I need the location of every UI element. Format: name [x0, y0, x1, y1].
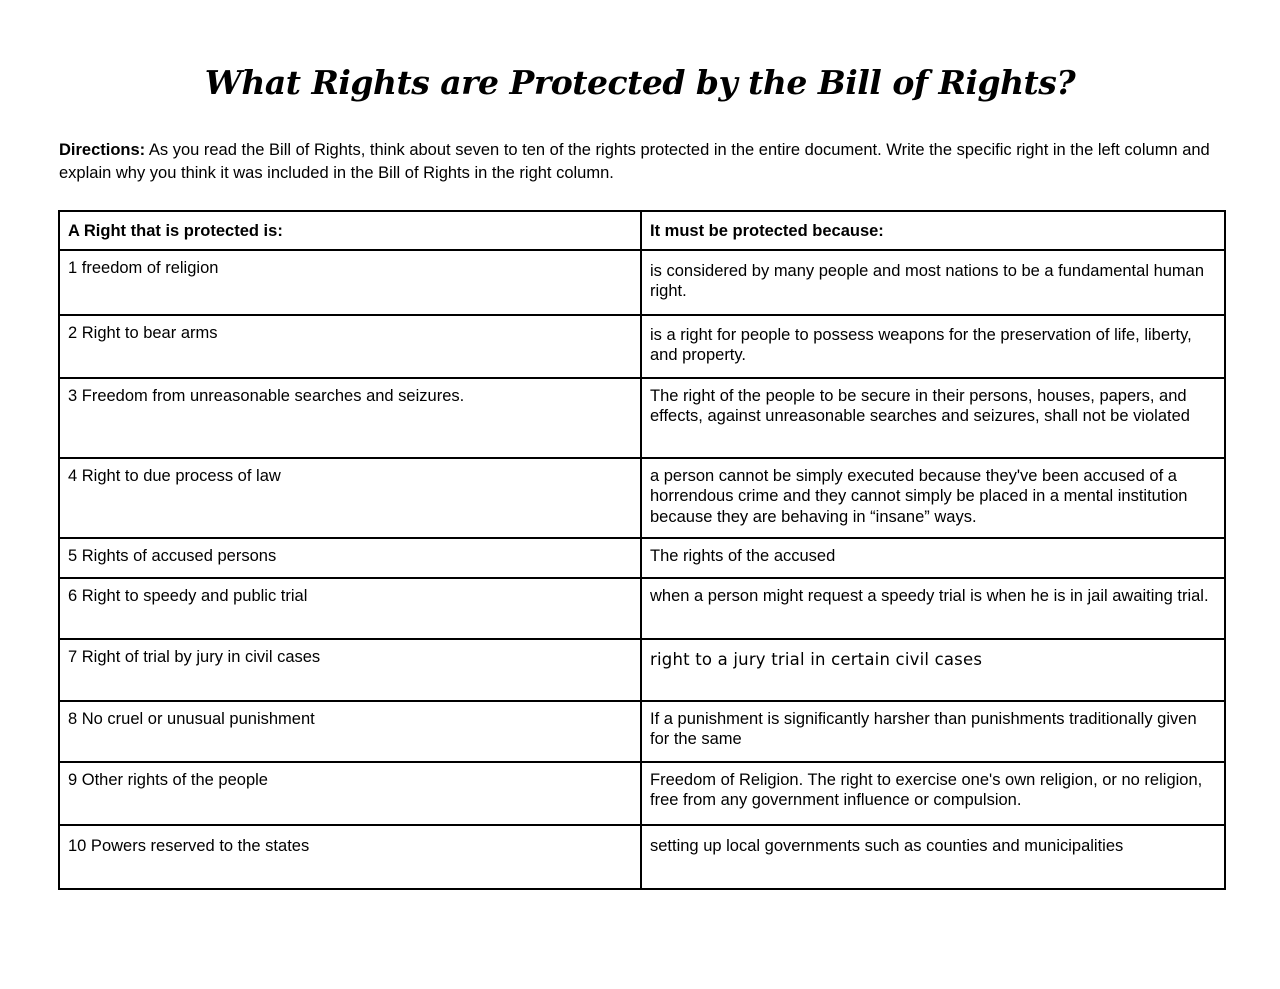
directions-label: Directions:: [59, 141, 146, 159]
page-title: What Rights are Protected by the Bill of Rights?: [204, 63, 1076, 102]
reason-cell: setting up local governments such as counties and municipalities: [641, 825, 1225, 889]
table-row: [59, 458, 1225, 538]
right-cell: 7 Right of trial by jury in civil cases: [59, 639, 641, 701]
right-cell: 9 Other rights of the people: [59, 762, 641, 825]
header-right-column: A Right that is protected is:: [59, 211, 641, 250]
rights-table: [58, 210, 1226, 890]
reason-cell: is considered by many people and most nations to be a fundamental human right.: [641, 250, 1225, 315]
right-cell: 4 Right to due process of law: [59, 458, 641, 538]
reason-cell: If a punishment is significantly harsher than punishments traditionally given for the same: [641, 701, 1225, 762]
table-row: [59, 639, 1225, 701]
right-cell: 10 Powers reserved to the states: [59, 825, 641, 889]
directions-text: As you read the Bill of Rights, think about seven to ten of the rights protected in the entire document. Write the specific right in the left column and explain why you think it was included in the Bill of Rights in the right column.: [59, 141, 1210, 182]
right-cell: 2 Right to bear arms: [59, 315, 641, 378]
table-row: [59, 378, 1225, 458]
right-cell: 1 freedom of religion: [59, 250, 641, 315]
table-row: [59, 701, 1225, 762]
table-row: [59, 538, 1225, 578]
right-cell: 8 No cruel or unusual punishment: [59, 701, 641, 762]
right-cell: 5 Rights of accused persons: [59, 538, 641, 578]
reason-cell: is a right for people to possess weapons for the preservation of life, liberty, and property.: [641, 315, 1225, 378]
reason-cell: The right of the people to be secure in their persons, houses, papers, and effects, against unreasonable searches and seizures, shall not be violated: [641, 378, 1225, 458]
reason-cell: when a person might request a speedy trial is when he is in jail awaiting trial.: [641, 578, 1225, 639]
right-cell: 3 Freedom from unreasonable searches and seizures.: [59, 378, 641, 458]
table-row: [59, 762, 1225, 825]
table-row: [59, 250, 1225, 315]
reason-cell: right to a jury trial in certain civil cases: [641, 639, 1225, 701]
right-cell: 6 Right to speedy and public trial: [59, 578, 641, 639]
header-reason-column: It must be protected because:: [641, 211, 1225, 250]
table-row: [59, 825, 1225, 889]
directions-paragraph: [59, 139, 1229, 185]
reason-cell: The rights of the accused: [641, 538, 1225, 578]
table-header-row: [59, 211, 1225, 250]
table-row: [59, 315, 1225, 378]
table-row: [59, 578, 1225, 639]
reason-cell: a person cannot be simply executed because they've been accused of a horrendous crime and they cannot simply be placed in a mental institution because they are behaving in “insane” ways.: [641, 458, 1225, 538]
reason-cell: Freedom of Religion. The right to exercise one's own religion, or no religion, free from any government influence or compulsion.: [641, 762, 1225, 825]
